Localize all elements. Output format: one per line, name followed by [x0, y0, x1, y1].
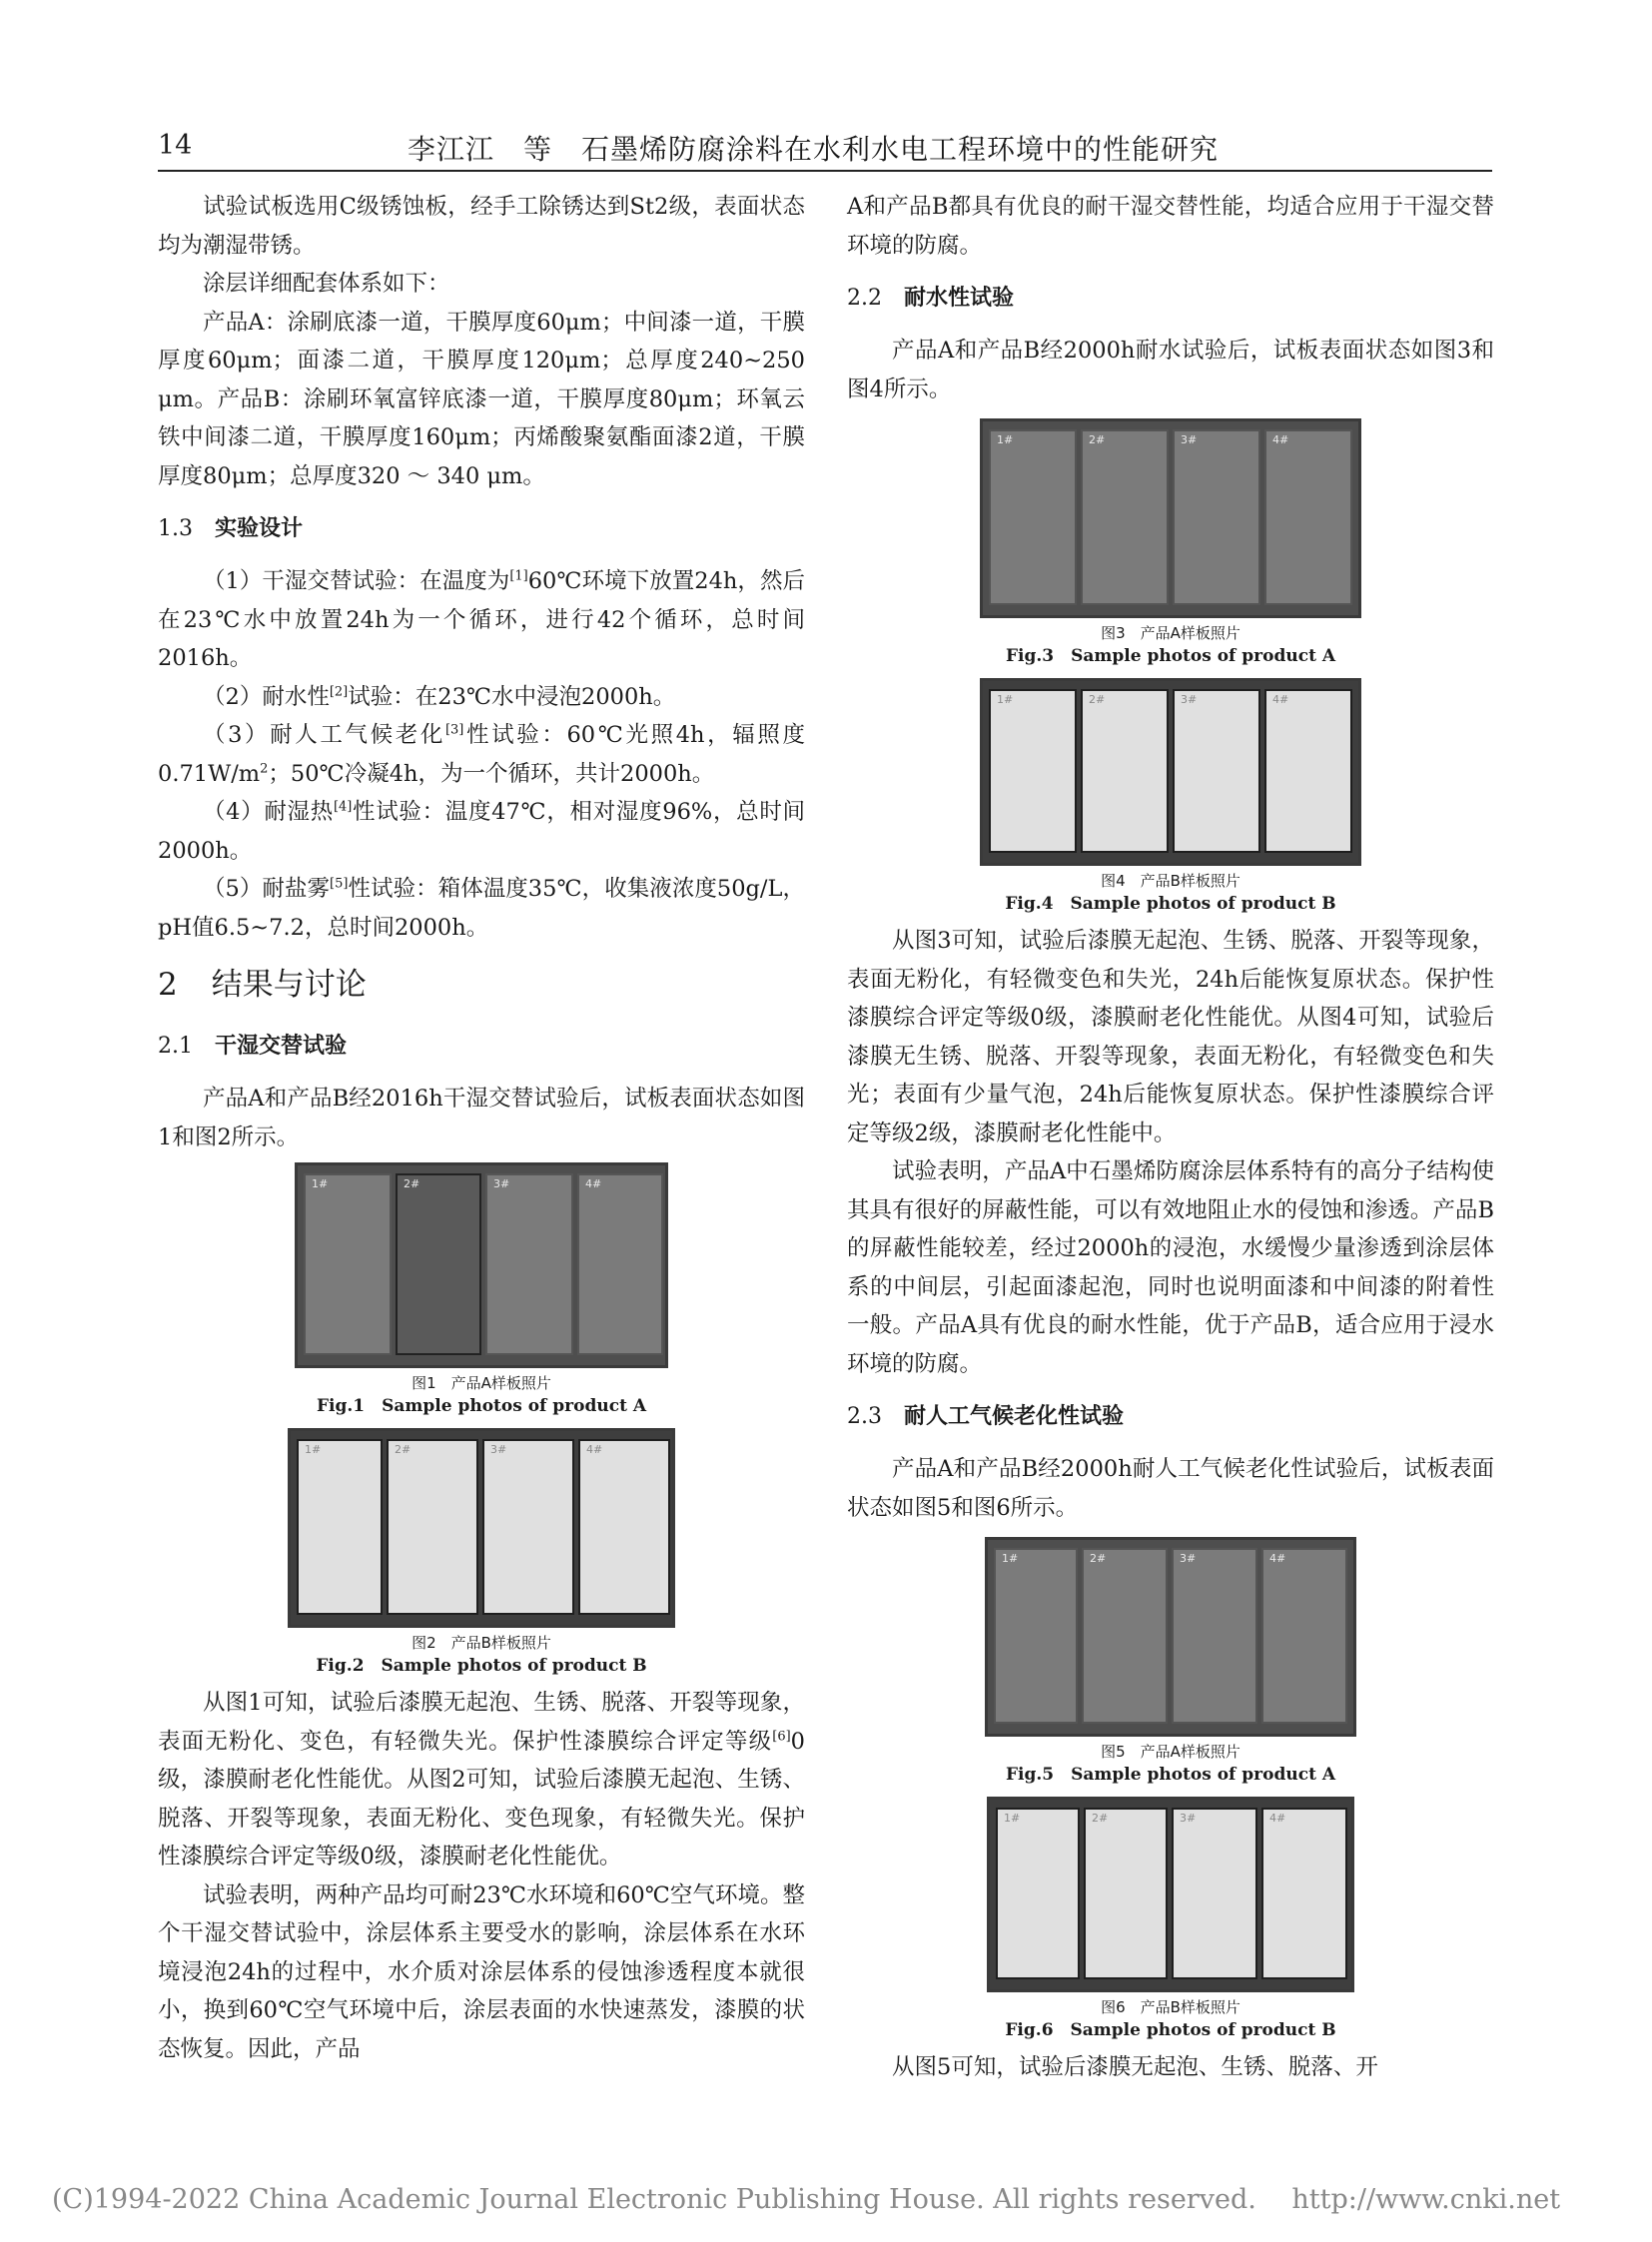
sample-panel: 4#: [1261, 1808, 1347, 1979]
citation[interactable]: [2]: [329, 684, 349, 699]
sample-panel: 3#: [1173, 429, 1260, 605]
list-item: （3）耐人工气候老化[3]性试验：60℃光照4h，辐照度$0.71W/m^2$；50℃冷凝4h，为一个循环，共计2000h。: [158, 722, 805, 787]
figure-2-caption-cn: 图2 产品B样板照片: [412, 1634, 551, 1652]
citation[interactable]: [4]: [333, 799, 353, 815]
paragraph: 试验试板选用C级锈蚀板，经手工除锈达到St2级，表面状态均为潮湿带锈。: [158, 194, 805, 259]
sample-panel: 2#: [1084, 1808, 1168, 1979]
figure-3-caption-cn: 图3 产品A样板照片: [1101, 624, 1240, 642]
section-number: 2.1: [158, 1034, 193, 1059]
header-rule: [158, 170, 1492, 172]
section-heading-2: [158, 963, 805, 1007]
paragraph: 试验表明，产品A中石墨烯防腐涂层体系特有的高分子结构使其具有很好的屏蔽性能，可以有效地阻止水的侵蚀和渗透。产品B的屏蔽性能较差，经过2000h的浸泡，水缓慢少量渗透到涂层体系的中间层，引起面漆起泡，同时也说明面漆和中间漆的附着性一般。产品A具有优良的耐水性能，优于产品B，适合应用于浸水环境的防腐。: [847, 1158, 1494, 1377]
figure-1-photo: [295, 1162, 668, 1368]
section-number: 2.3: [847, 1404, 882, 1429]
superscript: 2: [260, 761, 269, 776]
sample-panel: 4#: [1264, 429, 1352, 605]
section-title: 耐水性试验: [904, 285, 1015, 311]
citation[interactable]: [3]: [444, 722, 464, 738]
paragraph: 从图3可知，试验后漆膜无起泡、生锈、脱落、开裂等现象，表面无粉化，有轻微变色和失光，24h后能恢复原状态。保护性漆膜综合评定等级0级，漆膜耐老化性能优。从图4可知，试验后漆膜无生锈、脱落、开裂等现象，表面无粉化，有轻微变色和失光；表面有少量气泡，24h后能恢复原状态。保护性漆膜综合评定等级2级，漆膜耐老化性能中。: [847, 928, 1494, 1146]
figure-6-caption-cn: 图6 产品B样板照片: [1101, 1998, 1240, 2016]
sample-panel: 3#: [1172, 1808, 1257, 1979]
right-column: [847, 188, 1494, 2087]
figure-1-caption-cn: 图1 产品A样板照片: [412, 1374, 551, 1392]
section-heading-2-1: [158, 1027, 805, 1066]
figure-4-caption-en: Fig.4 Sample photos of product B: [1005, 894, 1336, 914]
figure-3-caption-en: Fig.3 Sample photos of product A: [1005, 646, 1336, 666]
page-number: 14: [158, 130, 193, 161]
paragraph: 产品A和产品B经2000h耐水试验后，试板表面状态如图3和图4所示。: [847, 338, 1494, 402]
sample-panel: 1#: [989, 689, 1077, 853]
section-number: 2: [158, 967, 178, 1003]
sample-panel: 3#: [1173, 689, 1260, 853]
citation[interactable]: [1]: [509, 568, 528, 584]
running-header: [158, 126, 1492, 172]
figure-3-photo: [980, 418, 1361, 618]
paragraph: 从图1可知，试验后漆膜无起泡、生锈、脱落、开裂等现象，表面无粉化、变色，有轻微失光。保护性漆膜综合评定等级[6]0级，漆膜耐老化性能优。从图2可知，试验后漆膜无起泡、生锈、脱落、开裂等现象，表面无粉化、变色现象，有轻微失光。保护性漆膜综合评定等级0级，漆膜耐老化性能优。: [158, 1690, 805, 1869]
section-title: 结果与讨论: [211, 967, 367, 1003]
list-item: （1）干湿交替试验：在温度为[1]60℃环境下放置24h，然后在23℃水中放置24h为一个循环，进行42个循环，总时间2016h。: [158, 568, 806, 671]
sample-panel: 3#: [485, 1173, 573, 1355]
paragraph: A和产品B都具有优良的耐干湿交替性能，均适合应用于干湿交替环境的防腐。: [847, 194, 1494, 259]
list-item: （5）耐盐雾[5]性试验：箱体温度35℃，收集液浓度50g/L，pH值6.5~7.2，总时间2000h。: [158, 876, 805, 941]
paragraph: 产品A和产品B经2000h耐人工气候老化性试验后，试板表面状态如图5和图6所示。: [847, 1456, 1494, 1521]
citation[interactable]: [5]: [330, 876, 349, 892]
left-column: [158, 188, 805, 2068]
running-title: 李江江 等 石墨烯防腐涂料在水利水电工程环境中的性能研究: [408, 133, 1220, 166]
figure-2-caption-en: Fig.2 Sample photos of product B: [316, 1656, 647, 1676]
sample-panel: 4#: [1264, 689, 1352, 853]
section-heading-2-2: [847, 279, 1494, 318]
section-heading-1-3: [158, 509, 805, 548]
figure-2-photo: [288, 1428, 675, 1628]
section-title: 耐人工气候老化性试验: [904, 1403, 1125, 1429]
copyright-footer: (C)1994-2022 China Academic Journal Electronic Publishing House. All rights reserved. http://www.cnki.net: [52, 2184, 1561, 2215]
figure-4-caption-cn: 图4 产品B样板照片: [1101, 872, 1240, 890]
sample-panel: 2#: [1082, 1548, 1168, 1724]
sample-panel: 1#: [304, 1173, 392, 1355]
paragraph: 试验表明，两种产品均可耐23℃水环境和60℃空气环境。整个干湿交替试验中，涂层体系主要受水的影响，涂层体系在水环境浸泡24h的过程中，水介质对涂层体系的侵蚀渗透程度本就很小，换到60℃空气环境中后，涂层表面的水快速蒸发，漆膜的状态恢复。因此，产品: [158, 1881, 805, 2062]
sample-panel: 2#: [387, 1439, 478, 1615]
sample-panel: 4#: [577, 1173, 663, 1355]
list-item: （2）耐水性[2]试验：在23℃水中浸泡2000h。: [203, 683, 676, 710]
citation[interactable]: [6]: [772, 1729, 791, 1744]
figure-5-photo: [985, 1537, 1356, 1737]
figure-6-caption-en: Fig.6 Sample photos of product B: [1005, 2020, 1336, 2040]
figure-4-photo: [980, 678, 1361, 866]
section-title: 干湿交替试验: [215, 1033, 348, 1059]
paragraph: 产品A和产品B经2016h干湿交替试验后，试板表面状态如图1和图2所示。: [158, 1086, 805, 1150]
sample-panel: 2#: [396, 1173, 481, 1355]
sample-panel: 2#: [1081, 689, 1169, 853]
paragraph: 涂层详细配套体系如下：: [203, 271, 450, 297]
figure-5-caption-en: Fig.5 Sample photos of product A: [1005, 1765, 1336, 1785]
sample-panel: 3#: [1172, 1548, 1257, 1724]
paragraph: 从图5可知，试验后漆膜无起泡、生锈、脱落、开: [892, 2054, 1378, 2080]
figure-6-photo: [987, 1797, 1354, 1992]
sample-panel: 4#: [1261, 1548, 1347, 1724]
section-title: 实验设计: [215, 515, 304, 541]
sample-panel: 1#: [297, 1439, 383, 1615]
sample-panel: 1#: [996, 1808, 1080, 1979]
figure-1-caption-en: Fig.1 Sample photos of product A: [316, 1396, 647, 1416]
sample-panel: 2#: [1081, 429, 1169, 605]
sample-panel: 1#: [989, 429, 1077, 605]
section-heading-2-3: [847, 1397, 1494, 1436]
sample-panel: 4#: [578, 1439, 670, 1615]
figure-5-caption-cn: 图5 产品A样板照片: [1101, 1743, 1240, 1761]
sample-panel: 3#: [482, 1439, 574, 1615]
section-number: 2.2: [847, 286, 882, 311]
list-item: （4）耐湿热[4]性试验：温度47℃，相对湿度96%，总时间2000h。: [158, 799, 805, 864]
sample-panel: 1#: [994, 1548, 1078, 1724]
section-number: 1.3: [158, 516, 193, 541]
paragraph: 产品A：涂刷底漆一道，干膜厚度60μm；中间漆一道，干膜厚度60μm；面漆二道，干膜厚度120μm；总厚度240~250 μm。产品B：涂刷环氧富锌底漆一道，干膜厚度80μm；环氧云铁中间漆二道，干膜厚度160μm；丙烯酸聚氨酯面漆2道，干膜厚度80μm；总厚度320 ～ 340 μm。: [158, 309, 805, 489]
